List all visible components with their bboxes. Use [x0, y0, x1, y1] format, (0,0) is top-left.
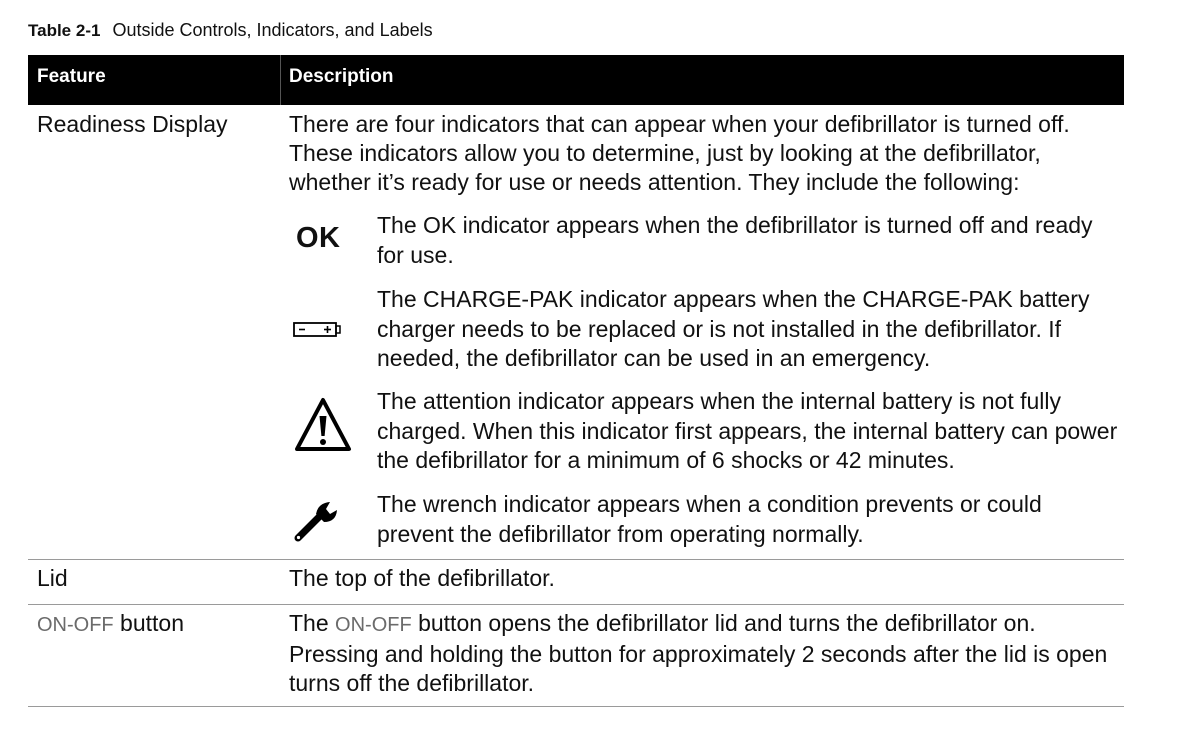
- button-word: button: [113, 610, 184, 636]
- header-divider: [280, 55, 281, 105]
- table-caption: [28, 20, 433, 41]
- ok-indicator-text: The OK indicator appears when the defibrillator is turned off and ready for use.: [377, 212, 1093, 268]
- charge-pak-indicator-text: The CHARGE-PAK indicator appears when the CHARGE-PAK battery charger needs to be replaced or is not installed in the defibrillator. If needed, the defibrillator can be used in an emergency.: [377, 286, 1090, 371]
- attention-indicator-text: The attention indicator appears when the internal battery is not fully charged. When this indicator first appears, the internal battery can power the defibrillator for a minimum of 6 shocks or 42 minutes.: [377, 388, 1118, 473]
- table-number: Table 2-1: [28, 21, 101, 40]
- row-divider: [28, 559, 1124, 560]
- feature-on-off-button: [37, 609, 184, 640]
- ok-icon: [296, 222, 341, 255]
- row-divider: [28, 604, 1124, 605]
- on-off-desc-start: The: [289, 610, 336, 636]
- table-header: [28, 55, 1124, 105]
- wrench-indicator-text: The wrench indicator appears when a condition prevents or could prevent the defibrillator from operating normally.: [377, 491, 1042, 547]
- lid-description: The top of the defibrillator.: [289, 565, 555, 591]
- table-bottom-rule: [28, 706, 1124, 707]
- on-off-desc-label: ON-OFF: [335, 614, 412, 636]
- battery-icon: [293, 321, 341, 344]
- readiness-intro: There are four indicators that can appear when your defibrillator is turned off. These indicators allow you to determine, just by looking at the defibrillator, whether it’s ready for use or needs attention. They include the following:: [289, 111, 1070, 195]
- header-feature: Feature: [37, 66, 106, 87]
- attention-icon: [292, 394, 354, 461]
- on-off-desc-rest: button opens the defibrillator lid and turns the defibrillator on. Pressing and holding the button for approximately 2 seconds after the lid is open turns off the defibrillator.: [289, 610, 1108, 696]
- feature-readiness-display: Readiness Display: [37, 111, 228, 137]
- feature-lid: Lid: [37, 565, 68, 591]
- on-off-description: [289, 609, 1119, 698]
- header-description: Description: [289, 66, 394, 87]
- wrench-icon: [290, 498, 340, 549]
- on-off-label: ON-OFF: [37, 614, 114, 636]
- table-title: Outside Controls, Indicators, and Labels: [112, 20, 433, 40]
- ok-symbol: OK: [296, 222, 341, 254]
